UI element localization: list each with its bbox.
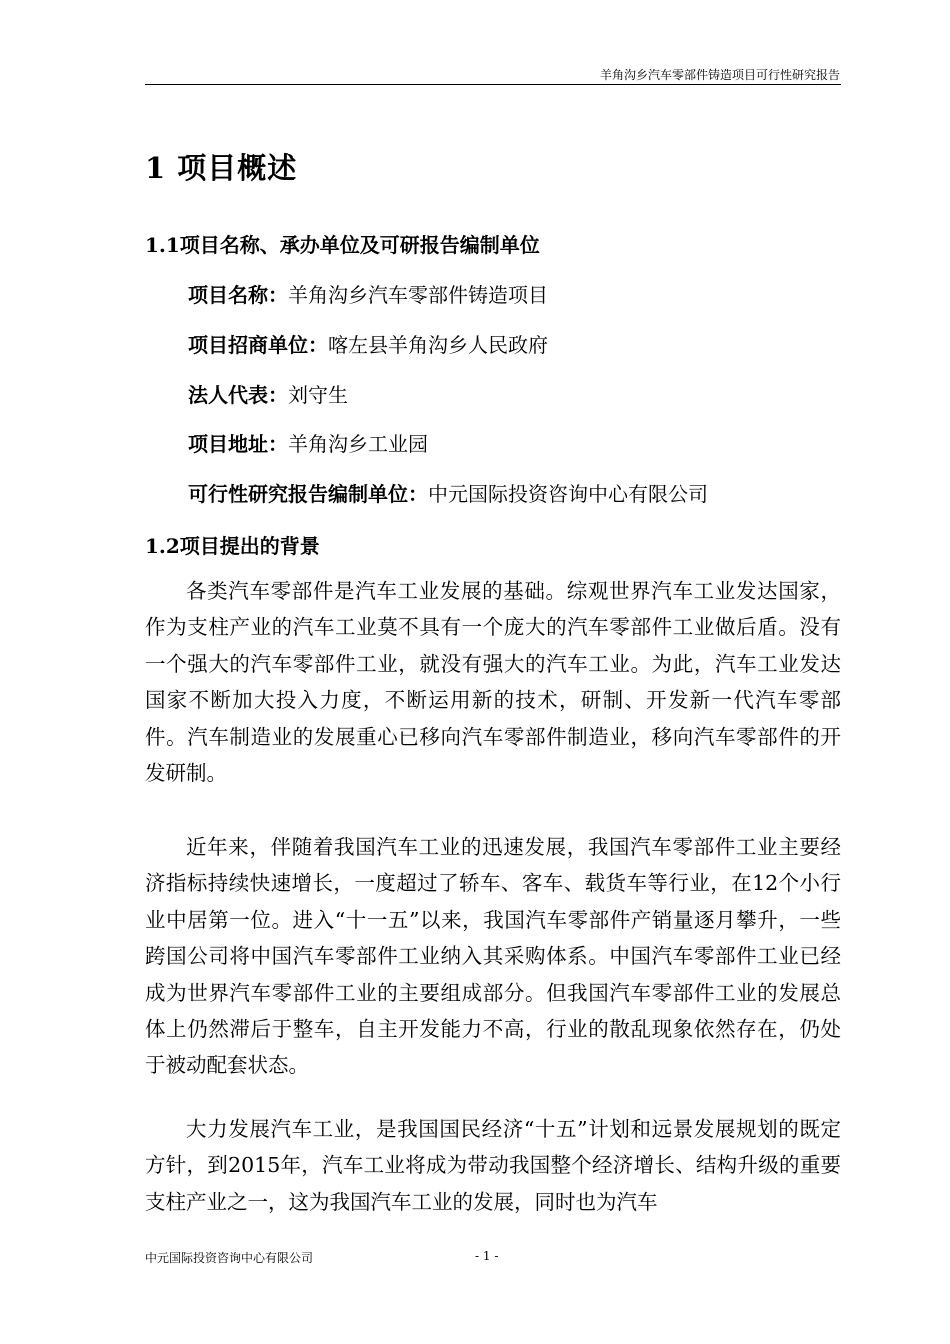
info-project-address: [188, 428, 428, 457]
body-paragraph-1: 各类汽车零部件是汽车工业发展的基础。综观世界汽车工业发达国家，作为支柱产业的汽车工业莫不具有一个庞大的汽车零部件工业做后盾。没有一个强大的汽车零部件工业，就没有强大的汽车工业。为此，汽车工业发达国家不断加大投入力度，不断运用新的技术，研制、开发新一代汽车零部件。汽车制造业的发展重心已移向汽车零部件制造业，移向汽车零部件的开发研制。: [145, 579, 841, 786]
section-title-1-1: 1.1项目名称、承办单位及可研报告编制单位: [145, 233, 540, 257]
info-label: 项目名称：: [188, 283, 288, 307]
info-investment-unit: [188, 329, 548, 358]
body-paragraph-3: 大力发展汽车工业，是我国国民经济“十五”计划和远景发展规划的既定方针，到2015年，汽车工业将成为带动我国整个经济增长、结构升级的重要支柱产业之一，这为我国汽车工业的发展，同时也为汽车: [145, 1117, 841, 1214]
info-label: 项目招商单位：: [188, 333, 328, 357]
info-value: 喀左县羊角沟乡人民政府: [328, 333, 548, 357]
body-paragraph-2: 近年来，伴随着我国汽车工业的迅速发展，我国汽车零部件工业主要经济指标持续快速增长，一度超过了轿车、客车、载货车等行业，在12个小行业中居第一位。进入“十一五”以来，我国汽车零部件产销量逐月攀升，一些跨国公司将中国汽车零部件工业纳入其采购体系。中国汽车零部件工业已经成为世界汽车零部件工业的主要组成部分。但我国汽车零部件工业的发展总体上仍然滞后于整车，自主开发能力不高，行业的散乱现象依然存在，仍处于被动配套状态。: [145, 835, 841, 1078]
header-divider: [145, 84, 841, 85]
info-label: 可行性研究报告编制单位：: [188, 482, 428, 506]
info-legal-representative: [188, 379, 348, 408]
chapter-title: 1 项目概述: [145, 151, 298, 185]
info-label: 项目地址：: [188, 432, 288, 456]
running-header: 羊角沟乡汽车零部件铸造项目可行性研究报告: [599, 68, 840, 82]
info-project-name: [188, 279, 548, 308]
info-label: 法人代表：: [188, 383, 288, 407]
info-value: 羊角沟乡工业园: [288, 432, 428, 456]
info-value: 羊角沟乡汽车零部件铸造项目: [288, 283, 548, 307]
info-value: 刘守生: [288, 383, 348, 407]
page-number: - 1 -: [475, 1249, 499, 1263]
info-value: 中元国际投资咨询中心有限公司: [428, 482, 708, 506]
section-title-1-2: 1.2项目提出的背景: [145, 534, 320, 558]
footer-company: 中元国际投资咨询中心有限公司: [145, 1251, 314, 1265]
info-report-compiler: [188, 478, 708, 507]
